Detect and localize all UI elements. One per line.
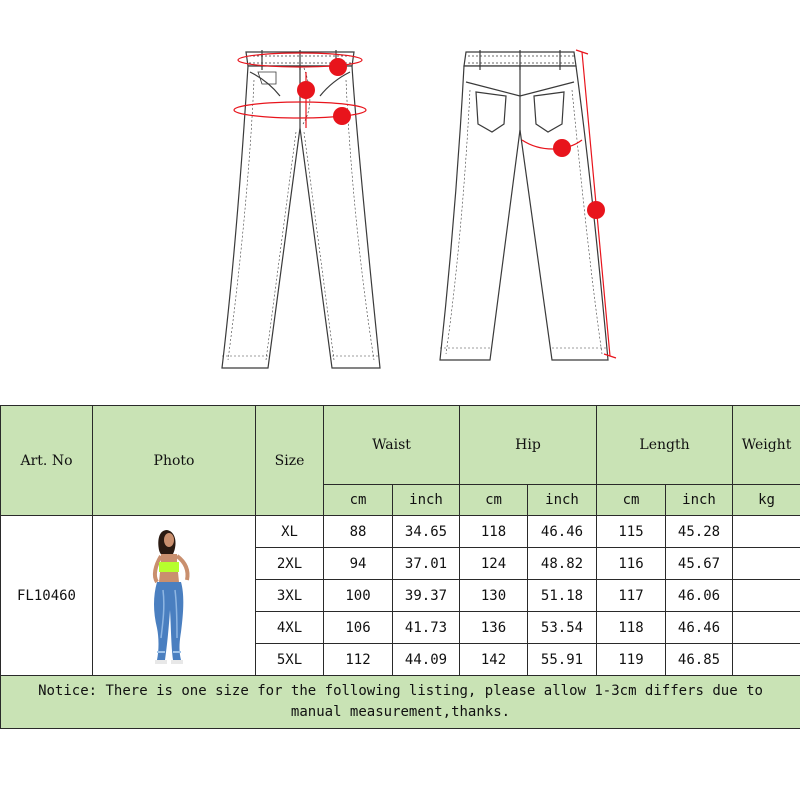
length-cm-cell: 116	[597, 548, 666, 580]
waist-cm-cell: 106	[324, 612, 393, 644]
size-cell: 4XL	[256, 612, 324, 644]
weight-cell	[733, 580, 800, 612]
table-row	[1, 516, 800, 548]
notice-text: Notice: There is one size for the following listing, please allow 1-3cm differs due to manual measurement,thanks.	[1, 676, 800, 729]
waist-inch-cell: 37.01	[393, 548, 460, 580]
header-row	[1, 406, 800, 485]
hip-marker-dot	[333, 107, 351, 125]
header-photo: Photo	[93, 406, 256, 516]
size-cell: 2XL	[256, 548, 324, 580]
header-length: Length	[597, 406, 733, 485]
hip-cm-cell: 136	[460, 612, 528, 644]
notice-row	[1, 676, 800, 729]
hip-inch-cell: 53.54	[528, 612, 597, 644]
art-no-value: FL10460	[1, 516, 93, 676]
length-inch-cell: 46.85	[666, 644, 733, 676]
hip-cm-cell: 130	[460, 580, 528, 612]
header-waist: Waist	[324, 406, 460, 485]
waist-marker-dot	[329, 58, 347, 76]
length-marker-dot	[587, 201, 605, 219]
unit-hip-inch: inch	[528, 485, 597, 516]
length-inch-cell: 46.06	[666, 580, 733, 612]
weight-cell	[733, 644, 800, 676]
unit-length-cm: cm	[597, 485, 666, 516]
waist-inch-cell: 34.65	[393, 516, 460, 548]
photo-cell	[93, 516, 256, 676]
length-cm-cell: 119	[597, 644, 666, 676]
length-inch-cell: 45.67	[666, 548, 733, 580]
size-cell: 5XL	[256, 644, 324, 676]
waist-cm-cell: 112	[324, 644, 393, 676]
hip-inch-cell: 46.46	[528, 516, 597, 548]
hip-inch-cell: 51.18	[528, 580, 597, 612]
weight-cell	[733, 516, 800, 548]
unit-hip-cm: cm	[460, 485, 528, 516]
length-inch-cell: 46.46	[666, 612, 733, 644]
waist-cm-cell: 88	[324, 516, 393, 548]
size-cell: XL	[256, 516, 324, 548]
back-hip-marker-dot	[553, 139, 571, 157]
unit-weight: kg	[733, 485, 800, 516]
length-inch-cell: 45.28	[666, 516, 733, 548]
weight-cell	[733, 612, 800, 644]
waist-inch-cell: 44.09	[393, 644, 460, 676]
size-chart-table	[0, 405, 800, 729]
hip-cm-cell: 118	[460, 516, 528, 548]
waist-inch-cell: 41.73	[393, 612, 460, 644]
jeans-front-icon	[222, 50, 380, 368]
length-cm-cell: 115	[597, 516, 666, 548]
header-art-no: Art. No	[1, 406, 93, 516]
size-cell: 3XL	[256, 580, 324, 612]
hip-cm-cell: 124	[460, 548, 528, 580]
unit-waist-cm: cm	[324, 485, 393, 516]
waist-inch-cell: 39.37	[393, 580, 460, 612]
weight-cell	[733, 548, 800, 580]
jeans-back-icon	[440, 50, 608, 360]
header-size: Size	[256, 406, 324, 516]
unit-waist-inch: inch	[393, 485, 460, 516]
model-photo-icon	[139, 526, 209, 666]
length-cm-cell: 117	[597, 580, 666, 612]
hip-inch-cell: 48.82	[528, 548, 597, 580]
header-weight: Weight	[733, 406, 800, 485]
front-rise-marker-dot	[297, 81, 315, 99]
waist-cm-cell: 100	[324, 580, 393, 612]
length-cm-cell: 118	[597, 612, 666, 644]
header-hip: Hip	[460, 406, 597, 485]
waist-cm-cell: 94	[324, 548, 393, 580]
hip-cm-cell: 142	[460, 644, 528, 676]
unit-length-inch: inch	[666, 485, 733, 516]
hip-inch-cell: 55.91	[528, 644, 597, 676]
